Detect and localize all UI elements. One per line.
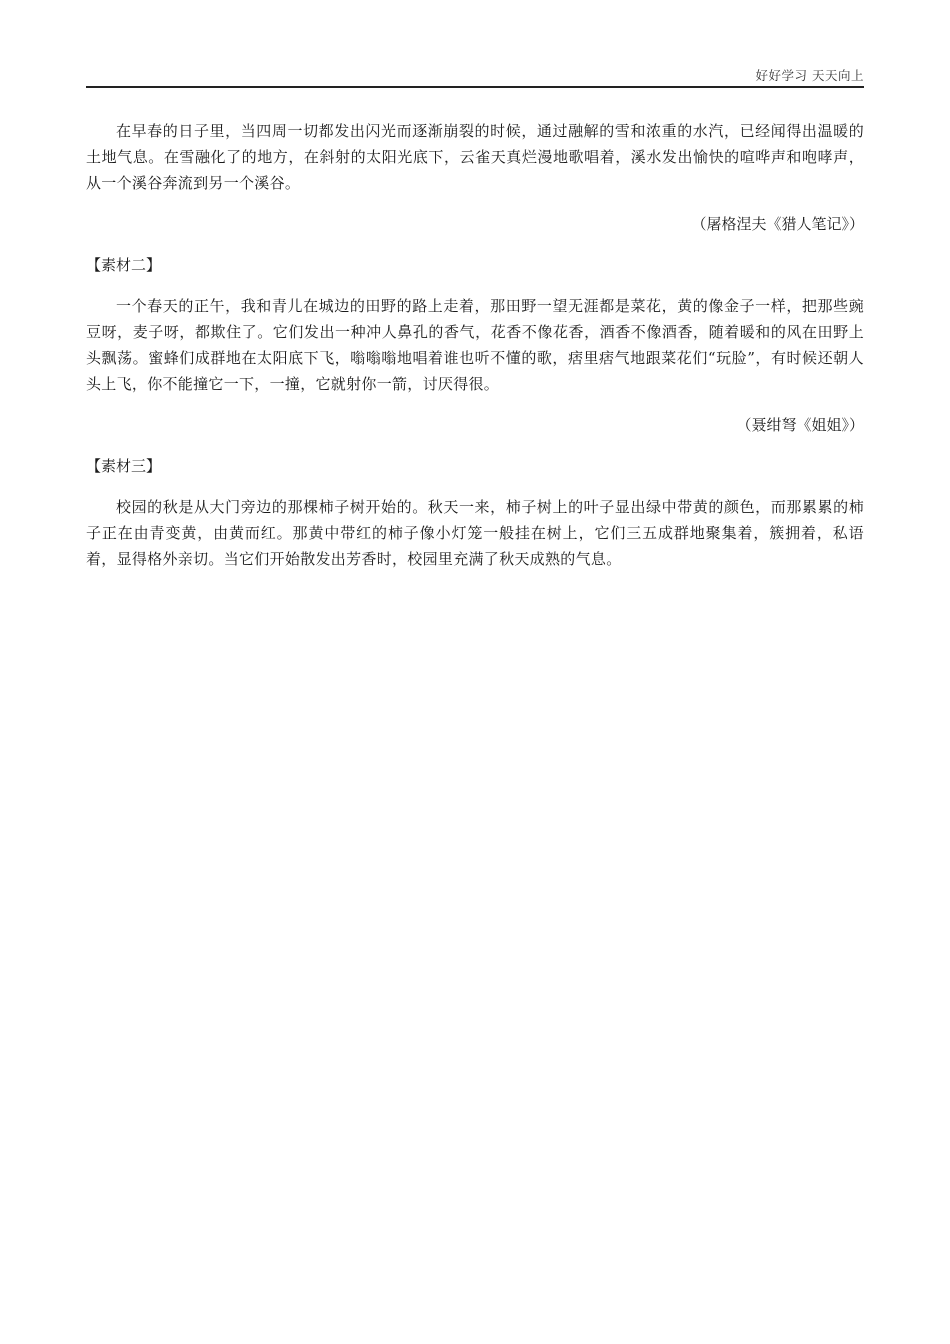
material-three — [86, 453, 864, 572]
page-header — [86, 64, 864, 88]
material-one — [86, 118, 864, 237]
material-three-heading: 【素材三】 — [86, 457, 162, 475]
material-three-paragraph: 校园的秋是从大门旁边的那棵柿子树开始的。秋天一来，柿子树上的叶子显出绿中带黄的颜色，而那累累的柿子正在由青变黄，由黄而红。那黄中带红的柿子像小灯笼一般挂在树上，它们三五成群地聚集着，簇拥着，私语着，显得格外亲切。当它们开始散发出芳香时，校园里充满了秋天成熟的气息。 — [86, 498, 864, 568]
material-two — [86, 252, 864, 438]
material-two-paragraph: 一个春天的正午，我和青儿在城边的田野的路上走着，那田野一望无涯都是菜花，黄的像金子一样，把那些豌豆呀，麦子呀，都欺住了。它们发出一种冲人鼻孔的香气，花香不像花香，酒香不像酒香，随着暖和的风在田野上头飘荡。蜜蜂们成群地在太阳底下飞，嗡嗡嗡地唱着谁也听不懂的歌，痞里痞气地跟菜花们“玩脸”，有时候还朝人头上飞，你不能撞它一下，一撞，它就射你一箭，讨厌得很。 — [86, 297, 864, 393]
material-one-source: （屠格涅夫《猎人笔记》） — [691, 215, 864, 233]
header-motto: 好好学习 天天向上 — [755, 68, 864, 83]
material-two-heading: 【素材二】 — [86, 256, 162, 274]
material-two-source: （聂绀弩《姐姐》） — [736, 416, 864, 434]
material-one-paragraph: 在早春的日子里，当四周一切都发出闪光而逐渐崩裂的时候，通过融解的雪和浓重的水汽，已经闻得出温暖的土地气息。在雪融化了的地方，在斜射的太阳光底下，云雀天真烂漫地歌唱着，溪水发出愉快的喧哗声和咆哮声，从一个溪谷奔流到另一个溪谷。 — [86, 122, 864, 192]
document-body — [86, 118, 864, 572]
